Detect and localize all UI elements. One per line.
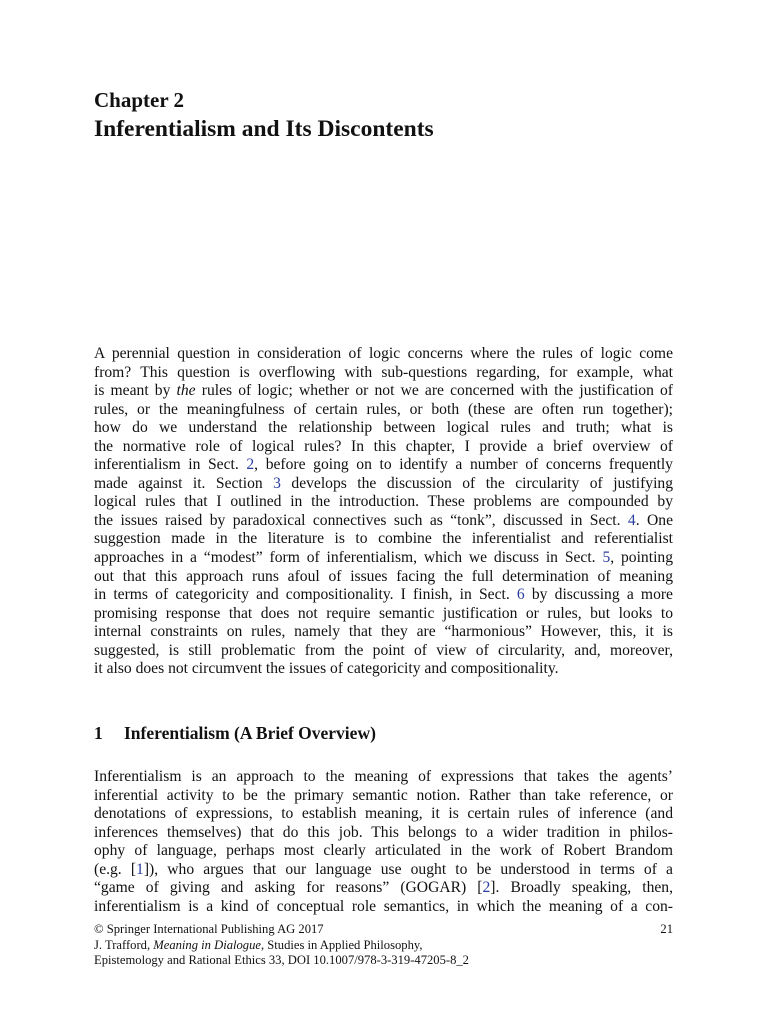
text-span: is meant by [94,382,177,400]
text-span: from? This question is overflowing with sub-questions regarding, for example, what [94,363,673,381]
cross-reference-link[interactable]: 3 [273,474,281,492]
text-span: out that this approach runs afoul of issues facing the full determination of meaning [94,567,673,585]
text-line [94,382,673,401]
text-line [94,586,673,605]
text-span: ]), who argues that our language use ought to be understood in terms of a [143,860,673,878]
text-line [94,768,673,787]
citation-book-title: Meaning in Dialogue [153,937,261,952]
text-line [94,787,673,806]
text-line [94,401,673,420]
text-line [94,861,673,880]
text-span: , pointing [610,549,673,567]
text-line [94,623,673,642]
chapter-label: Chapter 2 [94,88,185,112]
text-span: inferential activity to be the primary semantic notion. Rather than take reference, or [94,786,673,804]
section-title: Inferentialism (A Brief Overview) [124,723,376,743]
text-line [94,805,673,824]
text-span: develops the discussion of the circularity of justifying [280,474,673,492]
text-line [94,475,673,494]
text-span: by discussing a more [524,586,673,604]
copyright-line: © Springer International Publishing AG 2017 [94,922,324,936]
text-line [94,512,673,531]
section-heading [94,722,376,744]
text-span: ]. Broadly speaking, then, [490,879,673,897]
page-footer [94,922,673,969]
text-line [94,568,673,587]
text-span: the normative role of logical rules? In this chapter, I provide a brief overview of [94,437,673,455]
text-span: A perennial question in consideration of logic concerns where the rules of logic come [94,345,673,362]
text-line [94,438,673,457]
cross-reference-link[interactable]: 2 [246,456,255,474]
text-span: made against it. Section [94,474,274,492]
text-line [94,530,673,549]
page-number: 21 [660,922,673,936]
emphasis-text: the [176,382,196,400]
text-span: logical rules that I outlined in the introduction. These problems are compounded by [94,493,673,511]
text-span: inferences themselves) that do this job. This belongs to a wider tradition in philos- [94,823,673,841]
text-span: inferentialism is a kind of conceptual role semantics, in which the meaning of a con- [94,897,673,915]
citation-line-2: Epistemology and Rational Ethics 33, DOI 10.1007/978-3-319-47205-8_2 [94,953,469,967]
text-span: promising response that does not require semantic justification or rules, but looks to [94,604,673,622]
text-line [94,898,673,917]
text-line [94,824,673,843]
text-line [94,345,673,364]
citation-author: J. Trafford, [94,937,154,952]
text-span: “game of giving and asking for reasons” (GOGAR) [ [94,879,483,897]
citation-line-1 [94,938,673,954]
text-span: , before going on to identify a number of concerns frequently [254,456,673,474]
text-span: suggestion made in the literature is to combine the inferentialist and referentialist [94,530,673,548]
abstract-paragraph [94,345,673,679]
text-span: rules of logic; whether or not we are concerned with the justification of [195,382,674,400]
text-span: approaches in a “modest” form of inferentialism, which we discuss in Sect. [94,549,603,567]
text-line [94,642,673,661]
text-span: internal constraints on rules, namely that they are “harmonious” However, this, it is [94,623,673,641]
text-line [94,493,673,512]
text-line [94,605,673,624]
text-line [94,879,673,898]
cross-reference-link[interactable]: 2 [482,879,491,897]
cross-reference-link[interactable]: 6 [516,586,525,604]
text-span: . One [635,511,673,529]
text-span: Inferentialism is an approach to the meaning of expressions that takes the agents’ [94,768,673,785]
text-line [94,842,673,861]
text-span: ophy of language, perhaps most clearly articulated in the work of Robert Brandom [94,842,673,860]
citation-series: , Studies in Applied Philosophy, [260,937,423,952]
text-span: suggested, is still problematic from the point of view of circularity, and, moreover, [94,641,673,659]
text-span: denotations of expressions, to establish meaning, it is certain rules of inference (and [94,805,673,823]
text-line [94,660,673,679]
text-span: it also does not circumvent the issues of categoricity and compositionality. [94,660,559,678]
body-paragraph [94,768,673,916]
cross-reference-link[interactable]: 5 [602,549,611,567]
text-line [94,364,673,383]
text-span: inferentialism in Sect. [94,456,247,474]
chapter-title: Inferentialism and Its Discontents [94,116,434,142]
section-number: 1 [94,723,103,743]
cross-reference-link[interactable]: 1 [136,860,144,878]
text-span: how do we understand the relationship between logical rules and truth; what is [94,419,673,437]
cross-reference-link[interactable]: 4 [627,511,636,529]
text-line [94,456,673,475]
text-line [94,419,673,438]
text-span: the issues raised by paradoxical connectives such as “tonk”, discussed in Sect. [94,511,628,529]
text-span: (e.g. [ [94,860,137,878]
text-span: rules, or the meaningfulness of certain rules, or both (these are often run together); [94,400,673,418]
text-line [94,549,673,568]
text-span: in terms of categoricity and compositionality. I finish, in Sect. [94,586,517,604]
